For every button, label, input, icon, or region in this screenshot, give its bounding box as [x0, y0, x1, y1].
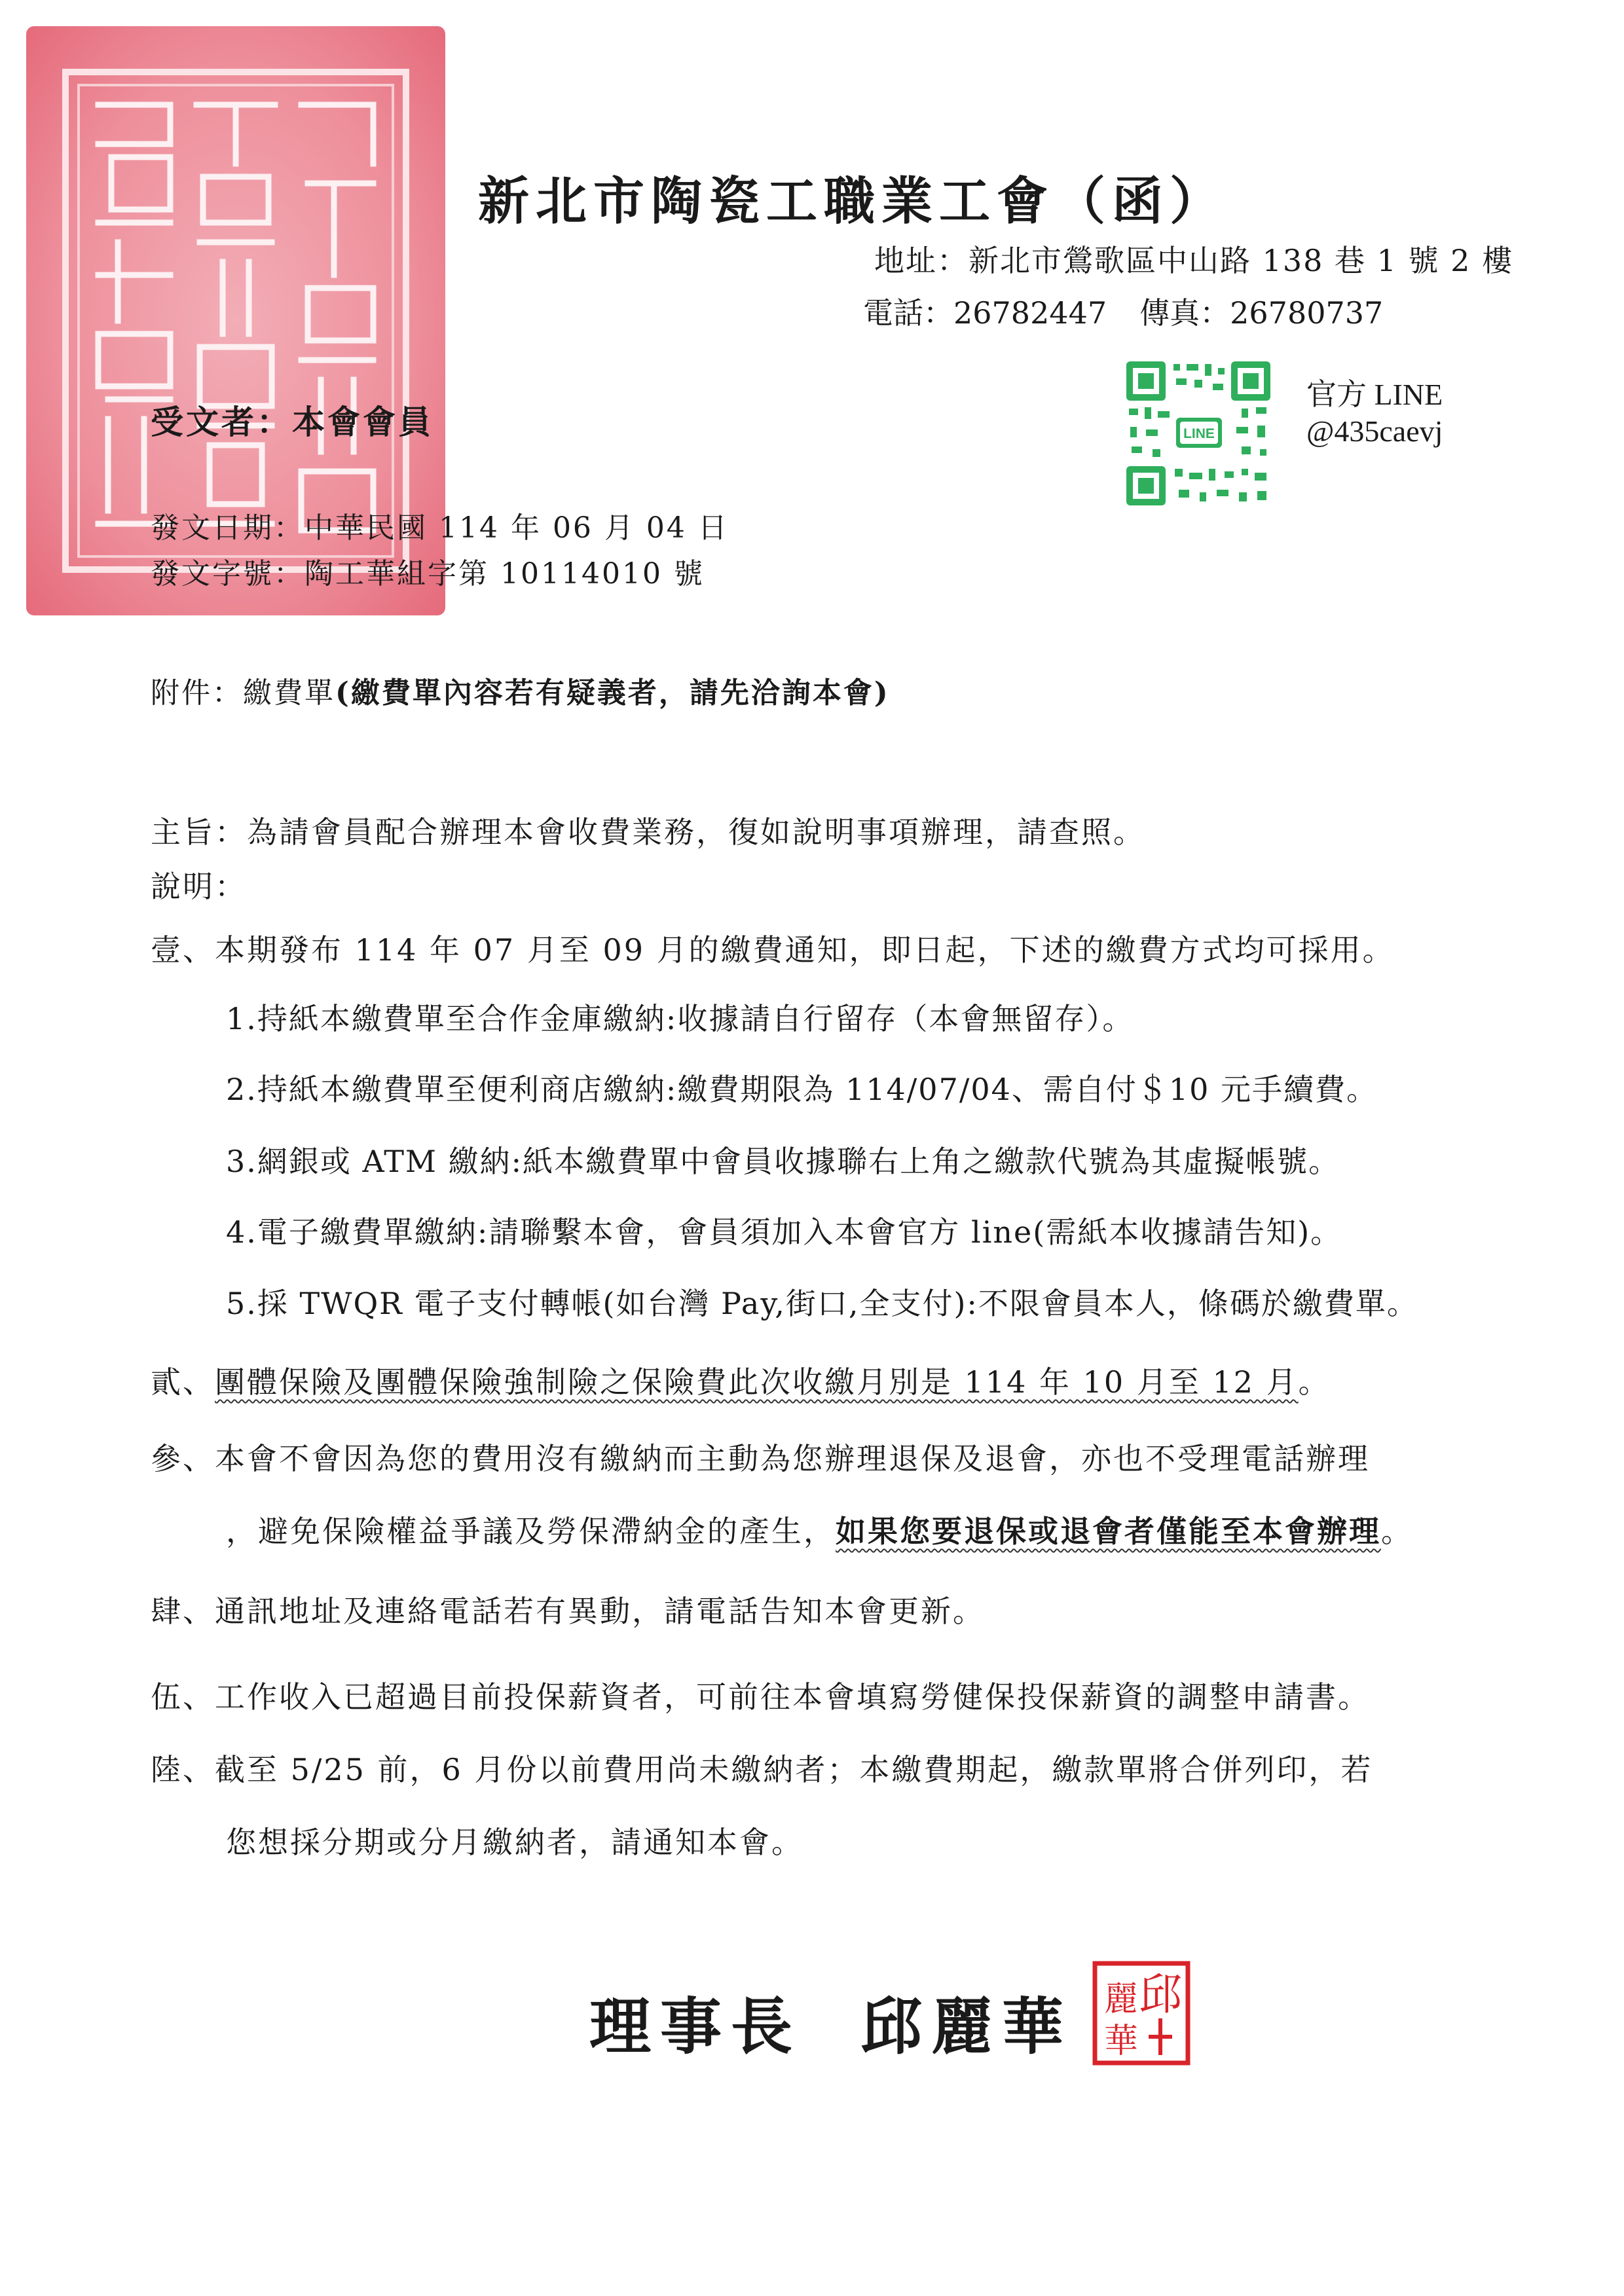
seal-char-given-1: 麗 — [1103, 1980, 1139, 2019]
section-6-line-1: 陸、截至 5/25 前，6 月份以前費用尚未繳納者；本繳費期起，繳款單將合併列印，若 — [151, 1752, 1373, 1787]
line-id: @435caevj — [1306, 414, 1443, 448]
subject: 主旨：為請會員配合辦理本會收費業務，復如說明事項辦理，請查照。 — [151, 814, 1145, 850]
section-4: 肆、通訊地址及連絡電話若有異動，請電話告知本會更新。 — [151, 1594, 985, 1629]
section-5: 伍、工作收入已超過目前投保薪資者，可前往本會填寫勞健保投保薪資的調整申請書。 — [151, 1679, 1370, 1715]
union-address — [874, 237, 1513, 280]
phone-value: 26782447 — [953, 295, 1107, 331]
union-contact — [863, 289, 1383, 333]
section-3-line-1: 參、本會不會因為您的費用沒有繳納而主動為您辦理退保及退會，亦也不受理電話辦理 — [151, 1441, 1370, 1476]
address-value: 新北市鶯歌區中山路 138 巷 1 號 2 樓 — [969, 243, 1514, 278]
explanation-label: 說明： — [151, 869, 247, 904]
payment-method-item: 4.電子繳費單繳納:請聯繫本會，會員須加入本會官方 line(需紙本收據請告知)。 — [226, 1214, 1342, 1250]
chairperson-seal-stamp — [1092, 1961, 1190, 2066]
section-3-suffix: 。 — [1381, 1514, 1413, 1549]
section-2-prefix: 貳、 — [151, 1364, 215, 1400]
address-label: 地址： — [874, 243, 969, 278]
section-3-line-2 — [226, 1508, 1413, 1551]
letter-title: 新北市陶瓷工職業工會（函） — [478, 172, 1228, 231]
payment-method-item: 3.網銀或 ATM 繳納:紙本繳費單中會員收據聯右上角之繳款代號為其虛擬帳號。 — [226, 1144, 1340, 1179]
line-label: 官方 LINE — [1306, 378, 1443, 411]
section-3-text: ，避免保險權益爭議及勞保滯納金的產生， — [226, 1514, 836, 1549]
section-2-text: 團體保險及團體保險強制險之保險費此次收繳月別是 114 年 10 月至 12 月 — [215, 1364, 1299, 1400]
signature — [589, 1977, 1073, 2066]
recipient: 受文者：本會會員 — [151, 403, 434, 441]
attachment-note: (繳費單內容若有疑義者，請先洽詢本會) — [335, 676, 890, 710]
issue-date: 發文日期：中華民國 114 年 06 月 04 日 — [151, 511, 729, 545]
signature-name: 邱麗華 — [860, 1991, 1073, 2063]
fax-value: 26780737 — [1230, 295, 1384, 331]
section-1-heading: 壹、本期發布 114 年 07 月至 09 月的繳費通知，即日起，下述的繳費方式均可採用。 — [151, 932, 1395, 968]
payment-method-item: 1.持紙本繳費單至合作金庫繳納:收據請自行留存（本會無留存）。 — [226, 1001, 1134, 1036]
section-6-line-2: 您想採分期或分月繳納者，請通知本會。 — [226, 1825, 803, 1860]
payment-method-item: 5.採 TWQR 電子支付轉帳(如台灣 Pay,街口,全支付):不限會員本人，條碼於繳費單。 — [226, 1286, 1418, 1321]
phone-label: 電話： — [863, 295, 953, 331]
payment-method-item: 2.持紙本繳費單至便利商店繳納:繳費期限為 114/07/04、需自付＄10 元手續費。 — [226, 1072, 1378, 1107]
seal-char-given-2: 華 — [1103, 2022, 1139, 2061]
attachment-label: 附件：繳費單 — [151, 676, 335, 710]
section-2 — [151, 1358, 1331, 1402]
fax-label: 傳真： — [1139, 295, 1230, 331]
issue-number: 發文字號：陶工華組字第 10114010 號 — [151, 557, 705, 591]
line-account — [1306, 376, 1443, 450]
section-2-suffix: 。 — [1298, 1364, 1331, 1400]
signature-title: 理事長 — [589, 1991, 802, 2063]
section-3-emphasis: 如果您要退保或退會者僅能至本會辦理 — [836, 1514, 1381, 1549]
qr-line-logo: LINE — [1183, 426, 1215, 441]
line-qr-code-icon[interactable] — [1126, 361, 1270, 505]
attachment-line — [151, 669, 890, 711]
seal-char-surname: 邱 — [1139, 1969, 1182, 2020]
